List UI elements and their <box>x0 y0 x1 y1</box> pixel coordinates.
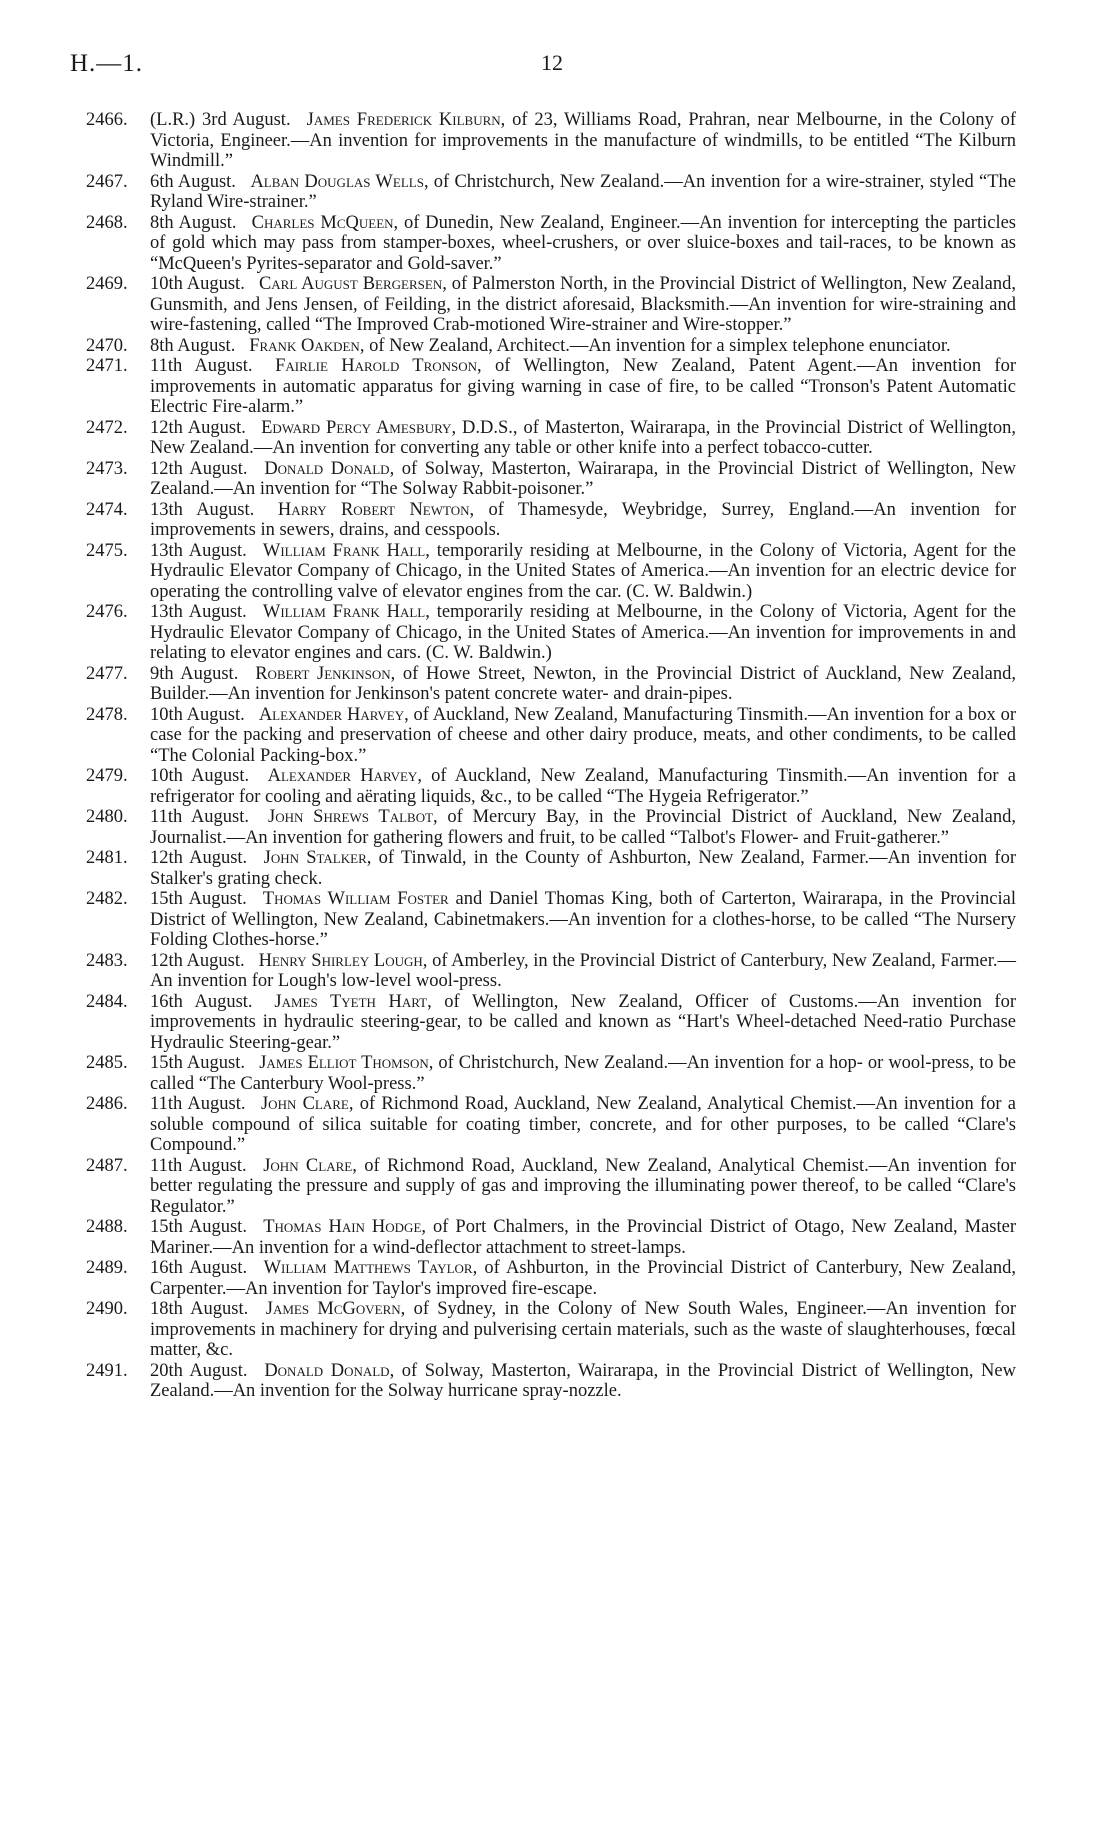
entry-description: , of Thamesyde, Weybridge, Surrey, England.—An invention for improvements in sewers, drains, and cesspools. <box>150 499 1016 540</box>
entry-date: 11th August. <box>150 356 253 376</box>
entry-text <box>150 213 1016 275</box>
entry-description: , of Auckland, New Zealand, Manufacturing Tinsmith.—An invention for a refrigerator for cooling and aërating liquids, &c., to be called “The Hygeia Refrigerator.” <box>150 766 1016 807</box>
entry-text <box>150 1053 1016 1094</box>
entry-text <box>150 1258 1016 1299</box>
entry-number: 2481. <box>86 848 128 868</box>
patent-entry <box>86 1217 1016 1258</box>
entry-number: 2491. <box>86 1360 128 1381</box>
patent-entry <box>86 500 1016 541</box>
entry-text <box>150 500 1016 541</box>
patent-entry <box>86 992 1016 1054</box>
patent-entry <box>86 1053 1016 1094</box>
entry-date: 13th August. <box>150 602 247 622</box>
entry-applicant: Alban Douglas Wells <box>250 171 424 192</box>
entry-number: 2488. <box>86 1217 128 1237</box>
entry-number: 2484. <box>86 991 128 1012</box>
entry-applicant: Alexander Harvey <box>258 704 405 725</box>
patent-entry <box>86 274 1016 336</box>
entry-date: 8th August. <box>150 212 237 233</box>
patent-entry <box>86 110 1016 172</box>
entry-description: , of Howe Street, Newton, in the Provincial District of Auckland, New Zealand, Builder.—An invention for Jenkinson's patent concrete water- and drain-pipes. <box>150 663 1017 704</box>
entry-text <box>150 664 1016 705</box>
patent-entry <box>86 1258 1016 1299</box>
entry-number: 2468. <box>86 212 128 233</box>
entry-number: 2487. <box>86 1155 128 1176</box>
entry-description: , of Wellington, New Zealand, Officer of Customs.—An invention for improvements in hydraulic steering-gear, to be called and known as “Hart's Wheel-detached Need-ratio Purchase Hydraulic Steering-gear.” <box>150 991 1016 1053</box>
entry-text <box>150 418 1016 459</box>
entry-number: 2473. <box>86 458 128 479</box>
entry-description: , D.D.S., of Masterton, Wairarapa, in the Provincial District of Wellington, New Zealand.—An invention for converting any table or other knife into a perfect tobacco-cutter. <box>150 417 1016 458</box>
entry-applicant: John Clare <box>263 1155 353 1176</box>
entry-description: , of Port Chalmers, in the Provincial District of Otago, New Zealand, Master Mariner.—An invention for a wind-deflector attachment to street-lamps. <box>150 1217 1017 1258</box>
entry-date: 20th August. <box>150 1360 248 1381</box>
entry-description: , of Christchurch, New Zealand.—An invention for a hop- or wool-press, to be called “The Canterbury Wool-press.” <box>150 1053 1017 1094</box>
patent-entry <box>86 664 1016 705</box>
entry-applicant: John Stalker <box>263 848 367 868</box>
entry-date: 8th August. <box>150 335 236 356</box>
entry-number: 2472. <box>86 417 128 438</box>
entry-applicant: Donald Donald <box>264 1360 390 1381</box>
entry-applicant: Thomas Hain Hodge <box>263 1217 422 1237</box>
patent-entry <box>86 705 1016 767</box>
entry-date: 16th August. <box>150 991 253 1012</box>
entry-description: , of Solway, Masterton, Wairarapa, in the Provincial District of Wellington, New Zealand.—An invention for “The Solway Rabbit-poisoner.” <box>150 458 1016 499</box>
entry-date: 10th August. <box>150 766 250 786</box>
entry-number: 2475. <box>86 540 128 561</box>
entry-description: , of Richmond Road, Auckland, New Zealand, Analytical Chemist.—An invention for a soluble compound of silica suitable for coating timber, concrete, and for other purposes, to be called “Clare's Compound.” <box>150 1094 1016 1155</box>
patent-entry <box>86 418 1016 459</box>
entry-text <box>150 336 1016 357</box>
entry-number: 2476. <box>86 602 128 622</box>
entry-text <box>150 848 1016 889</box>
entry-number: 2471. <box>86 356 128 376</box>
entry-description: , of Ashburton, in the Provincial District of Canterbury, New Zealand, Carpenter.—An invention for Taylor's improved fire-escape. <box>150 1258 1016 1299</box>
entry-number: 2489. <box>86 1258 128 1278</box>
entry-applicant: James Tyeth Hart <box>274 991 428 1012</box>
entry-applicant: Henry Shirley Lough <box>258 950 423 971</box>
entry-description: , of Palmerston North, in the Provincial District of Wellington, New Zealand, Gunsmith, and Jens Jensen, of Feilding, in the district aforesaid, Blacksmith.—An invention for wire-straining and wire-fastening, called “The Improved Crab-motioned Wire-strainer and Wire-stopper.” <box>150 274 1017 335</box>
entry-text <box>150 1299 1016 1361</box>
patent-entry <box>86 541 1016 603</box>
entry-description: , temporarily residing at Melbourne, in the Colony of Victoria, Agent for the Hydraulic Elevator Company of Chicago, in the United States of America.—An invention for improvements in and relating to elevator engines and cars. (C. W. Baldwin.) <box>150 602 1016 663</box>
entry-number: 2477. <box>86 663 128 684</box>
entry-text <box>150 1094 1016 1156</box>
entry-number: 2480. <box>86 807 128 827</box>
entry-number: 2467. <box>86 171 128 192</box>
entry-text <box>150 889 1016 951</box>
entry-date: 15th August. <box>150 1217 247 1237</box>
entry-date: 11th August. <box>150 1155 247 1176</box>
entry-number: 2469. <box>86 274 128 294</box>
entry-description: , of Sydney, in the Colony of New South Wales, Engineer.—An invention for improvements in machinery for drying and pulverising certain materials, such as the waste of slaughterhouses, fœcal matter, &c. <box>150 1299 1017 1360</box>
entry-applicant: Robert Jenkinson <box>255 663 391 684</box>
entry-date: 11th August. <box>150 1094 246 1114</box>
entry-applicant: Harry Robert Newton <box>277 499 470 520</box>
entry-number: 2486. <box>86 1094 128 1114</box>
entry-applicant: James Frederick Kilburn <box>306 110 501 130</box>
entry-text <box>150 274 1016 336</box>
entry-text <box>150 766 1016 807</box>
page-header <box>70 50 1035 90</box>
patent-entry <box>86 766 1016 807</box>
entry-description: , of Christchurch, New Zealand.—An invention for a wire-strainer, styled “The Ryland Wire-strainer.” <box>150 171 1017 212</box>
entry-description: and Daniel Thomas King, both of Carterton, Wairarapa, in the Provincial District of Wellington, New Zealand, Cabinetmakers.—An invention for a clothes-horse, to be called “The Nursery Folding Clothes-horse.” <box>150 889 1017 950</box>
entry-description: , of Mercury Bay, in the Provincial District of Auckland, New Zealand, Journalist.—An invention for gathering flowers and fruit, to be called “Talbot's Flower- and Fruit-gatherer.” <box>150 807 1016 848</box>
entry-text <box>150 541 1016 603</box>
entry-applicant: Carl August Bergersen <box>258 274 443 294</box>
patent-entry <box>86 807 1016 848</box>
entry-date: 16th August. <box>150 1258 248 1278</box>
entry-text <box>150 110 1016 172</box>
entry-text <box>150 1217 1016 1258</box>
patent-entry <box>86 1156 1016 1218</box>
patent-entry <box>86 336 1016 357</box>
entry-number: 2470. <box>86 335 128 356</box>
entry-applicant: John Shrews Talbot <box>268 807 434 827</box>
entry-date: 13th August. <box>150 499 255 520</box>
entry-applicant: William Matthews Taylor <box>263 1258 473 1278</box>
entry-text <box>150 705 1016 767</box>
entry-date: 9th August. <box>150 663 239 684</box>
entry-text <box>150 951 1016 992</box>
entry-applicant: Donald Donald <box>264 458 390 479</box>
entry-applicant: Fairlie Harold Tronson <box>275 356 478 376</box>
patent-entry <box>86 1299 1016 1361</box>
patent-entry <box>86 213 1016 275</box>
entry-number: 2490. <box>86 1299 128 1319</box>
patent-entry <box>86 172 1016 213</box>
entry-date: 15th August. <box>150 1053 245 1073</box>
entry-description: , of Tinwald, in the County of Ashburton, New Zealand, Farmer.—An invention for Stalker's grating check. <box>150 848 1016 889</box>
entry-applicant: James McGovern <box>265 1299 401 1319</box>
entry-description: , of Amberley, in the Provincial District of Canterbury, New Zealand, Farmer.—An invention for Lough's low-level wool-press. <box>150 950 1016 991</box>
entry-description: , of Richmond Road, Auckland, New Zealand, Analytical Chemist.—An invention for better regulating the pressure and supply of gas and improving the illuminating power thereof, to be called “Clare's Regulator.” <box>150 1155 1017 1217</box>
entry-description: , of Solway, Masterton, Wairarapa, in the Provincial District of Wellington, New Zealand.—An invention for the Solway hurricane spray-nozzle. <box>150 1360 1016 1401</box>
entry-number: 2479. <box>86 766 128 786</box>
entry-applicant: Edward Percy Amesbury <box>261 417 452 438</box>
entry-date: 6th August. <box>150 171 236 192</box>
entry-description: , of Dunedin, New Zealand, Engineer.—An invention for intercepting the particles of gold which may pass from stamper-boxes, wheel-crushers, or over sluice-boxes and tail-races, to be known as “McQueen's Pyrites-separator and Gold-saver.” <box>150 212 1017 274</box>
patent-entry <box>86 356 1016 418</box>
entry-description: , temporarily residing at Melbourne, in the Colony of Victoria, Agent for the Hydraulic Elevator Company of Chicago, in the United States of America.—An invention for an electric device for operating the controlling valve of elevator engines from the car. (C. W. Baldwin.) <box>150 540 1016 602</box>
entry-applicant: James Elliot Thomson <box>259 1053 429 1073</box>
entry-date: (L.R.) 3rd August. <box>150 110 291 130</box>
entry-number: 2485. <box>86 1053 128 1073</box>
patent-entry <box>86 889 1016 951</box>
entry-date: 13th August. <box>150 540 247 561</box>
patent-entry <box>86 951 1016 992</box>
entry-number: 2474. <box>86 499 128 520</box>
entry-applicant: Alexander Harvey <box>267 766 418 786</box>
patent-entries-list <box>86 110 1016 1402</box>
entry-description: , of Wellington, New Zealand, Patent Agent.—An invention for improvements in automatic apparatus for giving warning in case of fire, to be called “Tronson's Patent Automatic Electric Fire-alarm.” <box>150 356 1017 417</box>
entry-description: , of Auckland, New Zealand, Manufacturing Tinsmith.—An invention for a box or case for the packing and preservation of cheese and other dairy produce, meats, and other condiments, to be called “The Colonial Packing-box.” <box>150 704 1016 766</box>
entry-date: 18th August. <box>150 1299 249 1319</box>
entry-applicant: Frank Oakden <box>249 335 360 356</box>
entry-text <box>150 459 1016 500</box>
patent-entry <box>86 1094 1016 1156</box>
entry-date: 12th August. <box>150 848 248 868</box>
entry-number: 2482. <box>86 889 128 909</box>
series-label: H.—1. <box>70 50 144 77</box>
entry-applicant: Thomas William Foster <box>262 889 449 909</box>
patent-entry <box>86 1361 1016 1402</box>
entry-text <box>150 1156 1016 1218</box>
entry-text <box>150 807 1016 848</box>
entry-description: , of New Zealand, Architect.—An invention for a simplex telephone enunciator. <box>359 335 951 356</box>
entry-date: 11th August. <box>150 807 250 827</box>
entry-number: 2483. <box>86 950 128 971</box>
patent-entry <box>86 602 1016 664</box>
patent-entry <box>86 848 1016 889</box>
entry-date: 10th August. <box>150 274 245 294</box>
entry-text <box>150 172 1016 213</box>
entry-number: 2466. <box>86 110 128 130</box>
entry-number: 2478. <box>86 704 128 725</box>
entry-date: 12th August. <box>150 417 246 438</box>
entry-date: 15th August. <box>150 889 247 909</box>
entry-date: 12th August. <box>150 950 245 971</box>
entry-applicant: John Clare <box>260 1094 349 1114</box>
entry-date: 10th August. <box>150 704 245 725</box>
entry-description: , of 23, Williams Road, Prahran, near Melbourne, in the Colony of Victoria, Engineer.—An invention for improvements in the manufacture of windmills, to be entitled “The Kilburn Windmill.” <box>150 110 1016 171</box>
entry-applicant: Charles McQueen <box>251 212 394 233</box>
page-number: 12 <box>541 50 563 75</box>
entry-text <box>150 1361 1016 1402</box>
entry-applicant: William Frank Hall <box>262 540 426 561</box>
entry-text <box>150 992 1016 1054</box>
entry-text <box>150 602 1016 664</box>
entry-applicant: William Frank Hall <box>262 602 426 622</box>
patent-entry <box>86 459 1016 500</box>
entry-date: 12th August. <box>150 458 248 479</box>
entry-text <box>150 356 1016 418</box>
